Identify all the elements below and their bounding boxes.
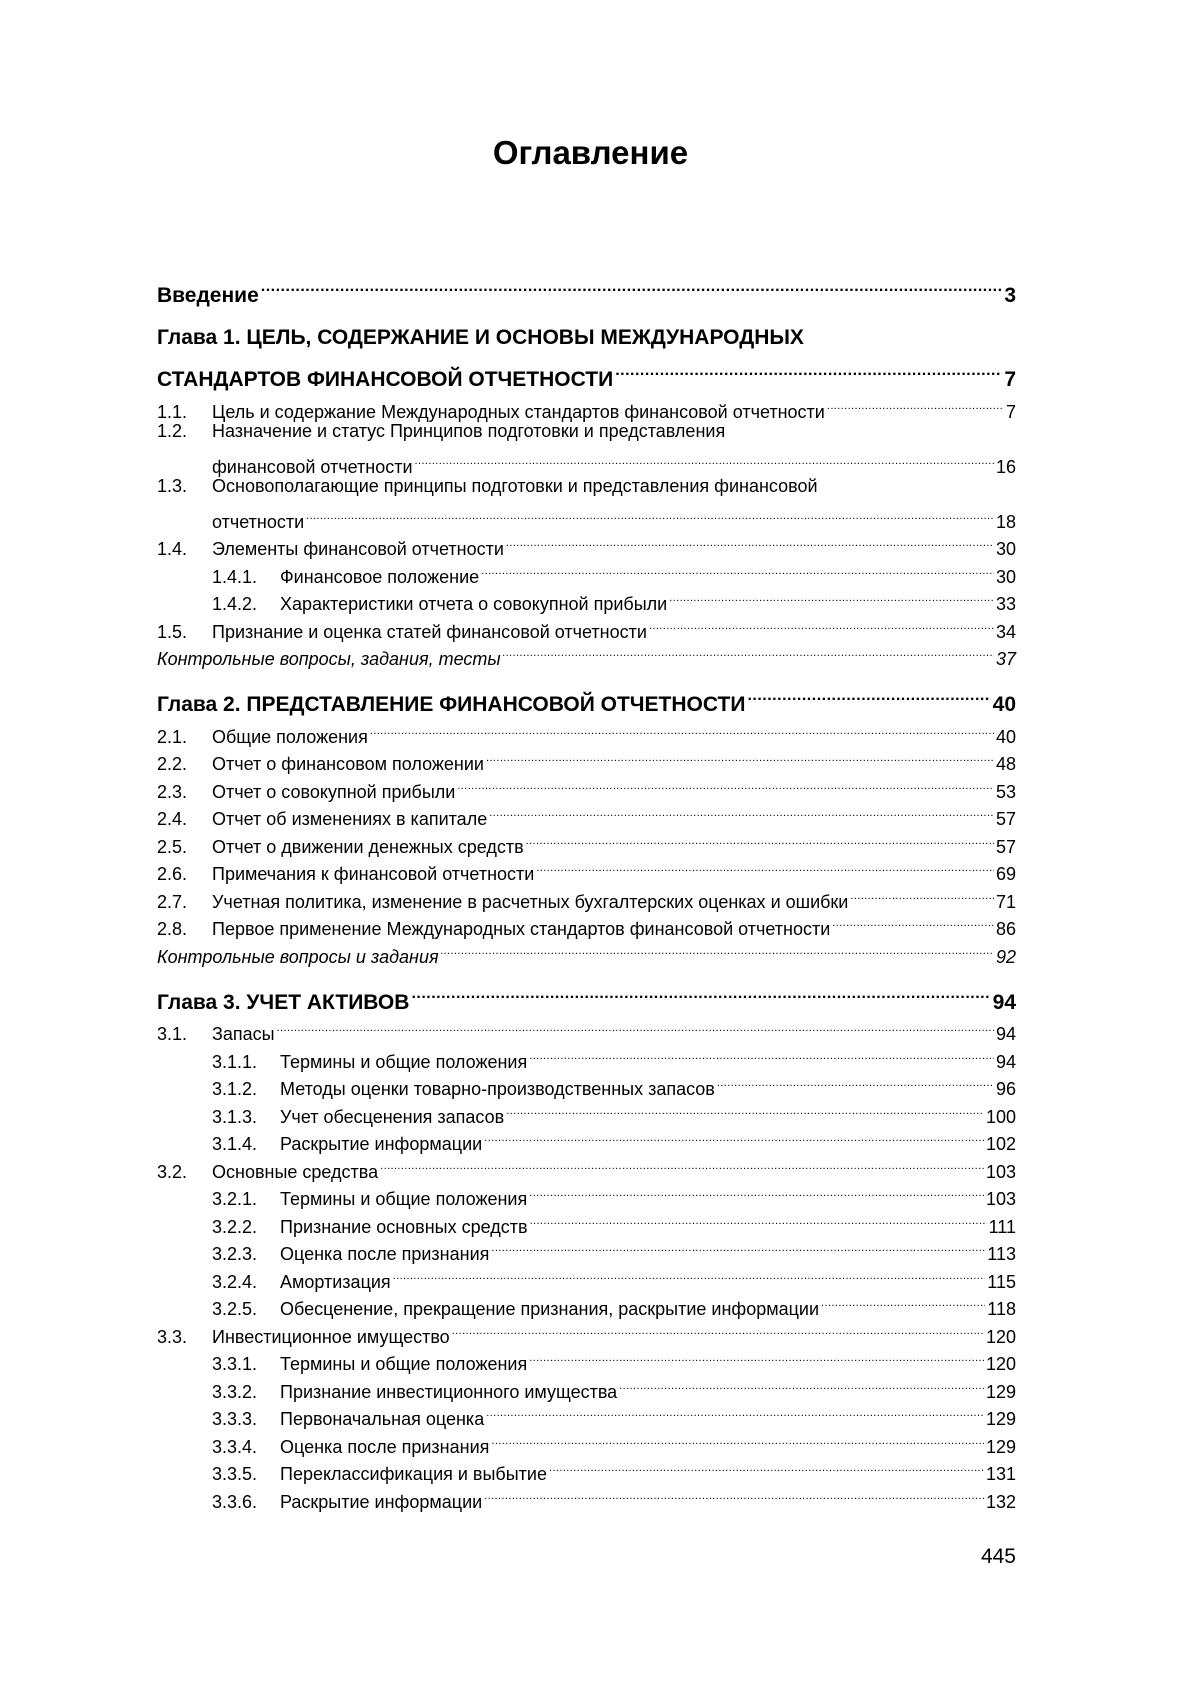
chapter-block	[157, 679, 1016, 967]
toc-entry-number: 2.8.	[157, 919, 188, 939]
toc-entry-text: Первоначальная оценка	[280, 1409, 485, 1429]
toc-entry-page: 57	[995, 836, 1016, 857]
toc-entry-page: 131	[985, 1464, 1016, 1484]
toc-entry-number: 1.4.	[157, 539, 188, 559]
leader-dots	[530, 1205, 987, 1233]
toc-entry-text: Признание инвестиционного имущества	[280, 1381, 618, 1402]
page-title: Оглавление	[492, 134, 689, 171]
toc-entry-text: Обесценение, прекращение признания, раскрытие информации	[280, 1299, 820, 1319]
toc-entry-text: Контрольные вопросы и задания	[157, 946, 439, 967]
toc-entry-number: 3.3.	[157, 1326, 188, 1347]
leader-dots	[484, 1123, 984, 1151]
toc-entry-number: 2.7.	[157, 891, 188, 912]
toc-entry-text: отчетности	[212, 511, 305, 532]
leader-dots	[506, 528, 994, 556]
toc-entry-number: 2.1.	[157, 726, 188, 747]
chapter-heading-line1[interactable]: Глава 1. ЦЕЛЬ, СОДЕРЖАНИЕ И ОСНОВЫ МЕЖДУНАРОДНЫХ	[157, 326, 804, 349]
toc-entry-number: 1.4.1.	[212, 566, 258, 587]
toc-entry-text: Термины и общие положения	[280, 1051, 528, 1072]
leader-dots	[452, 1315, 984, 1343]
toc-entry-text: Основополагающие принципы подготовки и представления финансовой	[212, 475, 818, 496]
leader-dots	[832, 908, 994, 936]
toc-entry-page: 129	[985, 1409, 1016, 1429]
toc-entry-text: Оценка после признания	[280, 1244, 490, 1264]
toc-entry-page: 34	[995, 621, 1016, 642]
toc-entry-number: 3.3.3.	[212, 1409, 258, 1429]
toc-entry-text: Примечания к финансовой отчетности	[212, 864, 535, 884]
leader-dots	[529, 1178, 984, 1206]
table-of-contents	[157, 270, 1016, 1512]
leader-dots	[669, 583, 994, 611]
toc-entry-text: Контрольные вопросы, задания, тесты	[157, 649, 501, 669]
toc-entry-page: 115	[987, 1271, 1016, 1292]
toc-entry-number: 3.1.4.	[212, 1134, 258, 1154]
leader-dots	[441, 935, 994, 963]
toc-entry-text: Оценка после признания	[280, 1436, 490, 1457]
toc-entry-text: Учетная политика, изменение в расчетных бухгалтерских оценках и ошибки	[212, 891, 849, 912]
toc-entry-page: 16	[995, 456, 1016, 477]
toc-entry-number: 3.1.3.	[212, 1106, 258, 1127]
leader-dots	[850, 880, 994, 908]
toc-entry-text: Запасы	[212, 1024, 275, 1044]
leader-dots	[717, 1068, 994, 1096]
leader-dots	[491, 1425, 984, 1453]
toc-entry-text: СТАНДАРТОВ ФИНАНСОВОЙ ОТЧЕТНОСТИ	[157, 368, 614, 391]
leader-dots	[306, 500, 994, 528]
leader-dots	[503, 638, 994, 666]
chapter-block	[157, 977, 1016, 1512]
leader-dots	[393, 1260, 986, 1288]
toc-entry-number: 3.1.	[157, 1024, 188, 1044]
toc-entry-page: 86	[995, 919, 1016, 939]
leader-dots	[619, 1370, 984, 1398]
leader-dots	[491, 1233, 985, 1261]
toc-entry-number: 1.5.	[157, 621, 188, 642]
leader-dots	[370, 715, 994, 743]
toc-entry-text: Методы оценки товарно-производственных запасов	[280, 1079, 715, 1099]
toc-entry-page: 129	[985, 1381, 1016, 1402]
toc-entry-text: Общие положения	[212, 726, 368, 747]
toc-entry-text: Признание основных средств	[280, 1216, 528, 1237]
toc-entry-text: Термины и общие положения	[280, 1354, 528, 1374]
leader-dots	[261, 270, 1003, 302]
toc-entry-text: Отчет о совокупной прибыли	[212, 781, 456, 802]
toc-entry-page: 40	[995, 726, 1016, 747]
toc-entry-page: 94	[992, 990, 1016, 1014]
leader-dots	[615, 354, 1002, 386]
toc-entry-page: 7	[1005, 401, 1016, 422]
toc-intro[interactable]	[157, 270, 1016, 307]
leader-dots	[481, 555, 994, 583]
leader-dots	[649, 610, 994, 638]
toc-entry-number: 3.2.3.	[212, 1244, 258, 1264]
toc-entry-number: 3.2.2.	[212, 1216, 258, 1237]
toc-entry-number: 3.3.6.	[212, 1491, 258, 1512]
toc-entry-page: 18	[995, 511, 1016, 532]
toc-section[interactable]	[157, 418, 1016, 446]
toc-entry-text: Раскрытие информации	[280, 1134, 483, 1154]
toc-entry-text: Финансовое положение	[280, 566, 480, 587]
toc-entry-text: Элементы финансовой отчетности	[212, 539, 504, 559]
leader-dots	[380, 1150, 984, 1178]
leader-dots	[821, 1288, 985, 1316]
toc-entry-page: 129	[985, 1436, 1016, 1457]
toc-subsection[interactable]	[157, 1040, 1016, 1072]
toc-entry-number: 1.1.	[157, 401, 188, 422]
chapter-heading[interactable]	[157, 354, 1016, 391]
leader-dots	[827, 390, 1004, 418]
toc-entry-number: 3.3.1.	[212, 1354, 258, 1374]
toc-entry-page: 53	[995, 781, 1016, 802]
toc-entry-number: 3.3.5.	[212, 1464, 258, 1484]
leader-dots	[529, 1343, 984, 1371]
toc-entry-text: Цель и содержание Международных стандартов финансовой отчетности	[212, 401, 825, 422]
toc-entry-number: 3.3.2.	[212, 1381, 258, 1402]
toc-entry-page: 100	[985, 1106, 1016, 1127]
toc-entry-text: Амортизация	[280, 1271, 391, 1292]
leader-dots	[549, 1453, 984, 1481]
leader-dots	[529, 1040, 994, 1068]
leader-dots	[486, 743, 994, 771]
leader-dots	[536, 853, 994, 881]
toc-section-continuation[interactable]	[157, 500, 1016, 532]
page-number: 445	[980, 1545, 1016, 1568]
toc-entry-number: 1.4.2.	[212, 594, 258, 614]
toc-entry-page: 30	[995, 566, 1016, 587]
leader-dots	[489, 798, 994, 826]
toc-entry-text: Отчет об изменениях в капитале	[212, 809, 488, 829]
leader-dots	[457, 770, 994, 798]
toc-entry-number: 3.2.1.	[212, 1189, 258, 1209]
toc-entry-text: Инвестиционное имущество	[212, 1326, 450, 1347]
toc-entry-text: Раскрытие информации	[280, 1491, 483, 1512]
toc-entry-page: 120	[985, 1326, 1016, 1347]
toc-entry-page: 94	[995, 1051, 1016, 1072]
toc-entry-number: 3.2.5.	[212, 1299, 258, 1319]
toc-entry-page: 57	[995, 809, 1016, 829]
toc-entry-number: 3.2.4.	[212, 1271, 258, 1292]
toc-entry-number: 3.3.4.	[212, 1436, 258, 1457]
toc-entry-page: 94	[995, 1024, 1016, 1044]
leader-dots	[484, 1480, 984, 1508]
toc-section[interactable]	[157, 1013, 1016, 1044]
leader-dots	[747, 679, 990, 711]
leader-dots	[486, 1398, 984, 1426]
toc-entry-text: Учет обесценения запасов	[280, 1106, 505, 1127]
toc-entry-page: 3	[1004, 284, 1016, 307]
toc-entry-number: 3.1.1.	[212, 1051, 258, 1072]
toc-entry-text: Введение	[157, 284, 259, 307]
toc-entry-number: 1.3.	[157, 475, 188, 496]
toc-entry-page: 48	[995, 754, 1016, 774]
leader-dots	[411, 977, 990, 1009]
toc-entry-text: Первое применение Международных стандартов финансовой отчетности	[212, 919, 831, 939]
toc-entry-number: 1.2.	[157, 420, 188, 441]
toc-section[interactable]	[157, 473, 1016, 501]
chapter-block	[157, 322, 1016, 669]
toc-entry-page: 96	[995, 1079, 1016, 1099]
chapter-heading[interactable]	[157, 679, 1016, 716]
toc-entry-page: 92	[995, 946, 1016, 967]
toc-entry-page: 7	[1004, 368, 1016, 391]
toc-entry-number: 2.6.	[157, 864, 188, 884]
toc-entry-text: Глава 3. УЧЕТ АКТИВОВ	[157, 990, 410, 1014]
leader-dots	[277, 1013, 994, 1041]
toc-section-continuation[interactable]	[157, 445, 1016, 477]
toc-entry-page: 37	[995, 649, 1016, 669]
toc-entry-page: 111	[988, 1216, 1016, 1237]
toc-entry-text: Глава 2. ПРЕДСТАВЛЕНИЕ ФИНАНСОВОЙ ОТЧЕТНОСТИ	[157, 693, 746, 716]
toc-entry-text: Назначение и статус Принципов подготовки и представления	[212, 420, 726, 441]
toc-entry-page: 132	[985, 1491, 1016, 1512]
toc-entry-text: Отчет о финансовом положении	[212, 754, 484, 774]
toc-entry-text: Характеристики отчета о совокупной прибыли	[280, 594, 668, 614]
toc-entry-text: Основные средства	[212, 1161, 379, 1182]
toc-entry-page: 69	[995, 864, 1016, 884]
toc-entry-page: 71	[995, 891, 1016, 912]
toc-entry-text: Переклассификация и выбытие	[280, 1464, 547, 1484]
leader-dots	[506, 1095, 984, 1123]
toc-entry-page: 102	[985, 1134, 1016, 1154]
toc-entry-number: 2.5.	[157, 836, 188, 857]
toc-entry-page: 30	[995, 539, 1016, 559]
toc-entry-page: 113	[987, 1244, 1016, 1264]
toc-entry-number: 3.2.	[157, 1161, 188, 1182]
toc-entry-page: 120	[985, 1354, 1016, 1374]
leader-dots	[415, 445, 994, 473]
toc-entry-page: 118	[987, 1299, 1016, 1319]
toc-entry-text: Термины и общие положения	[280, 1189, 528, 1209]
chapter-heading[interactable]	[157, 977, 1016, 1014]
toc-entry-page: 33	[995, 594, 1016, 614]
toc-entry-text: Признание и оценка статей финансовой отчетности	[212, 621, 647, 642]
leader-dots	[526, 825, 994, 853]
toc-entry-text: финансовой отчетности	[212, 456, 413, 477]
toc-entry-number: 2.4.	[157, 809, 188, 829]
toc-entry-text: Отчет о движении денежных средств	[212, 836, 524, 857]
toc-entry-page: 40	[992, 693, 1016, 716]
toc-entry-number: 3.1.2.	[212, 1079, 258, 1099]
toc-entry-number: 2.2.	[157, 754, 188, 774]
toc-entry-page: 103	[985, 1189, 1016, 1209]
toc-entry-number: 2.3.	[157, 781, 188, 802]
toc-entry-page: 103	[985, 1161, 1016, 1182]
